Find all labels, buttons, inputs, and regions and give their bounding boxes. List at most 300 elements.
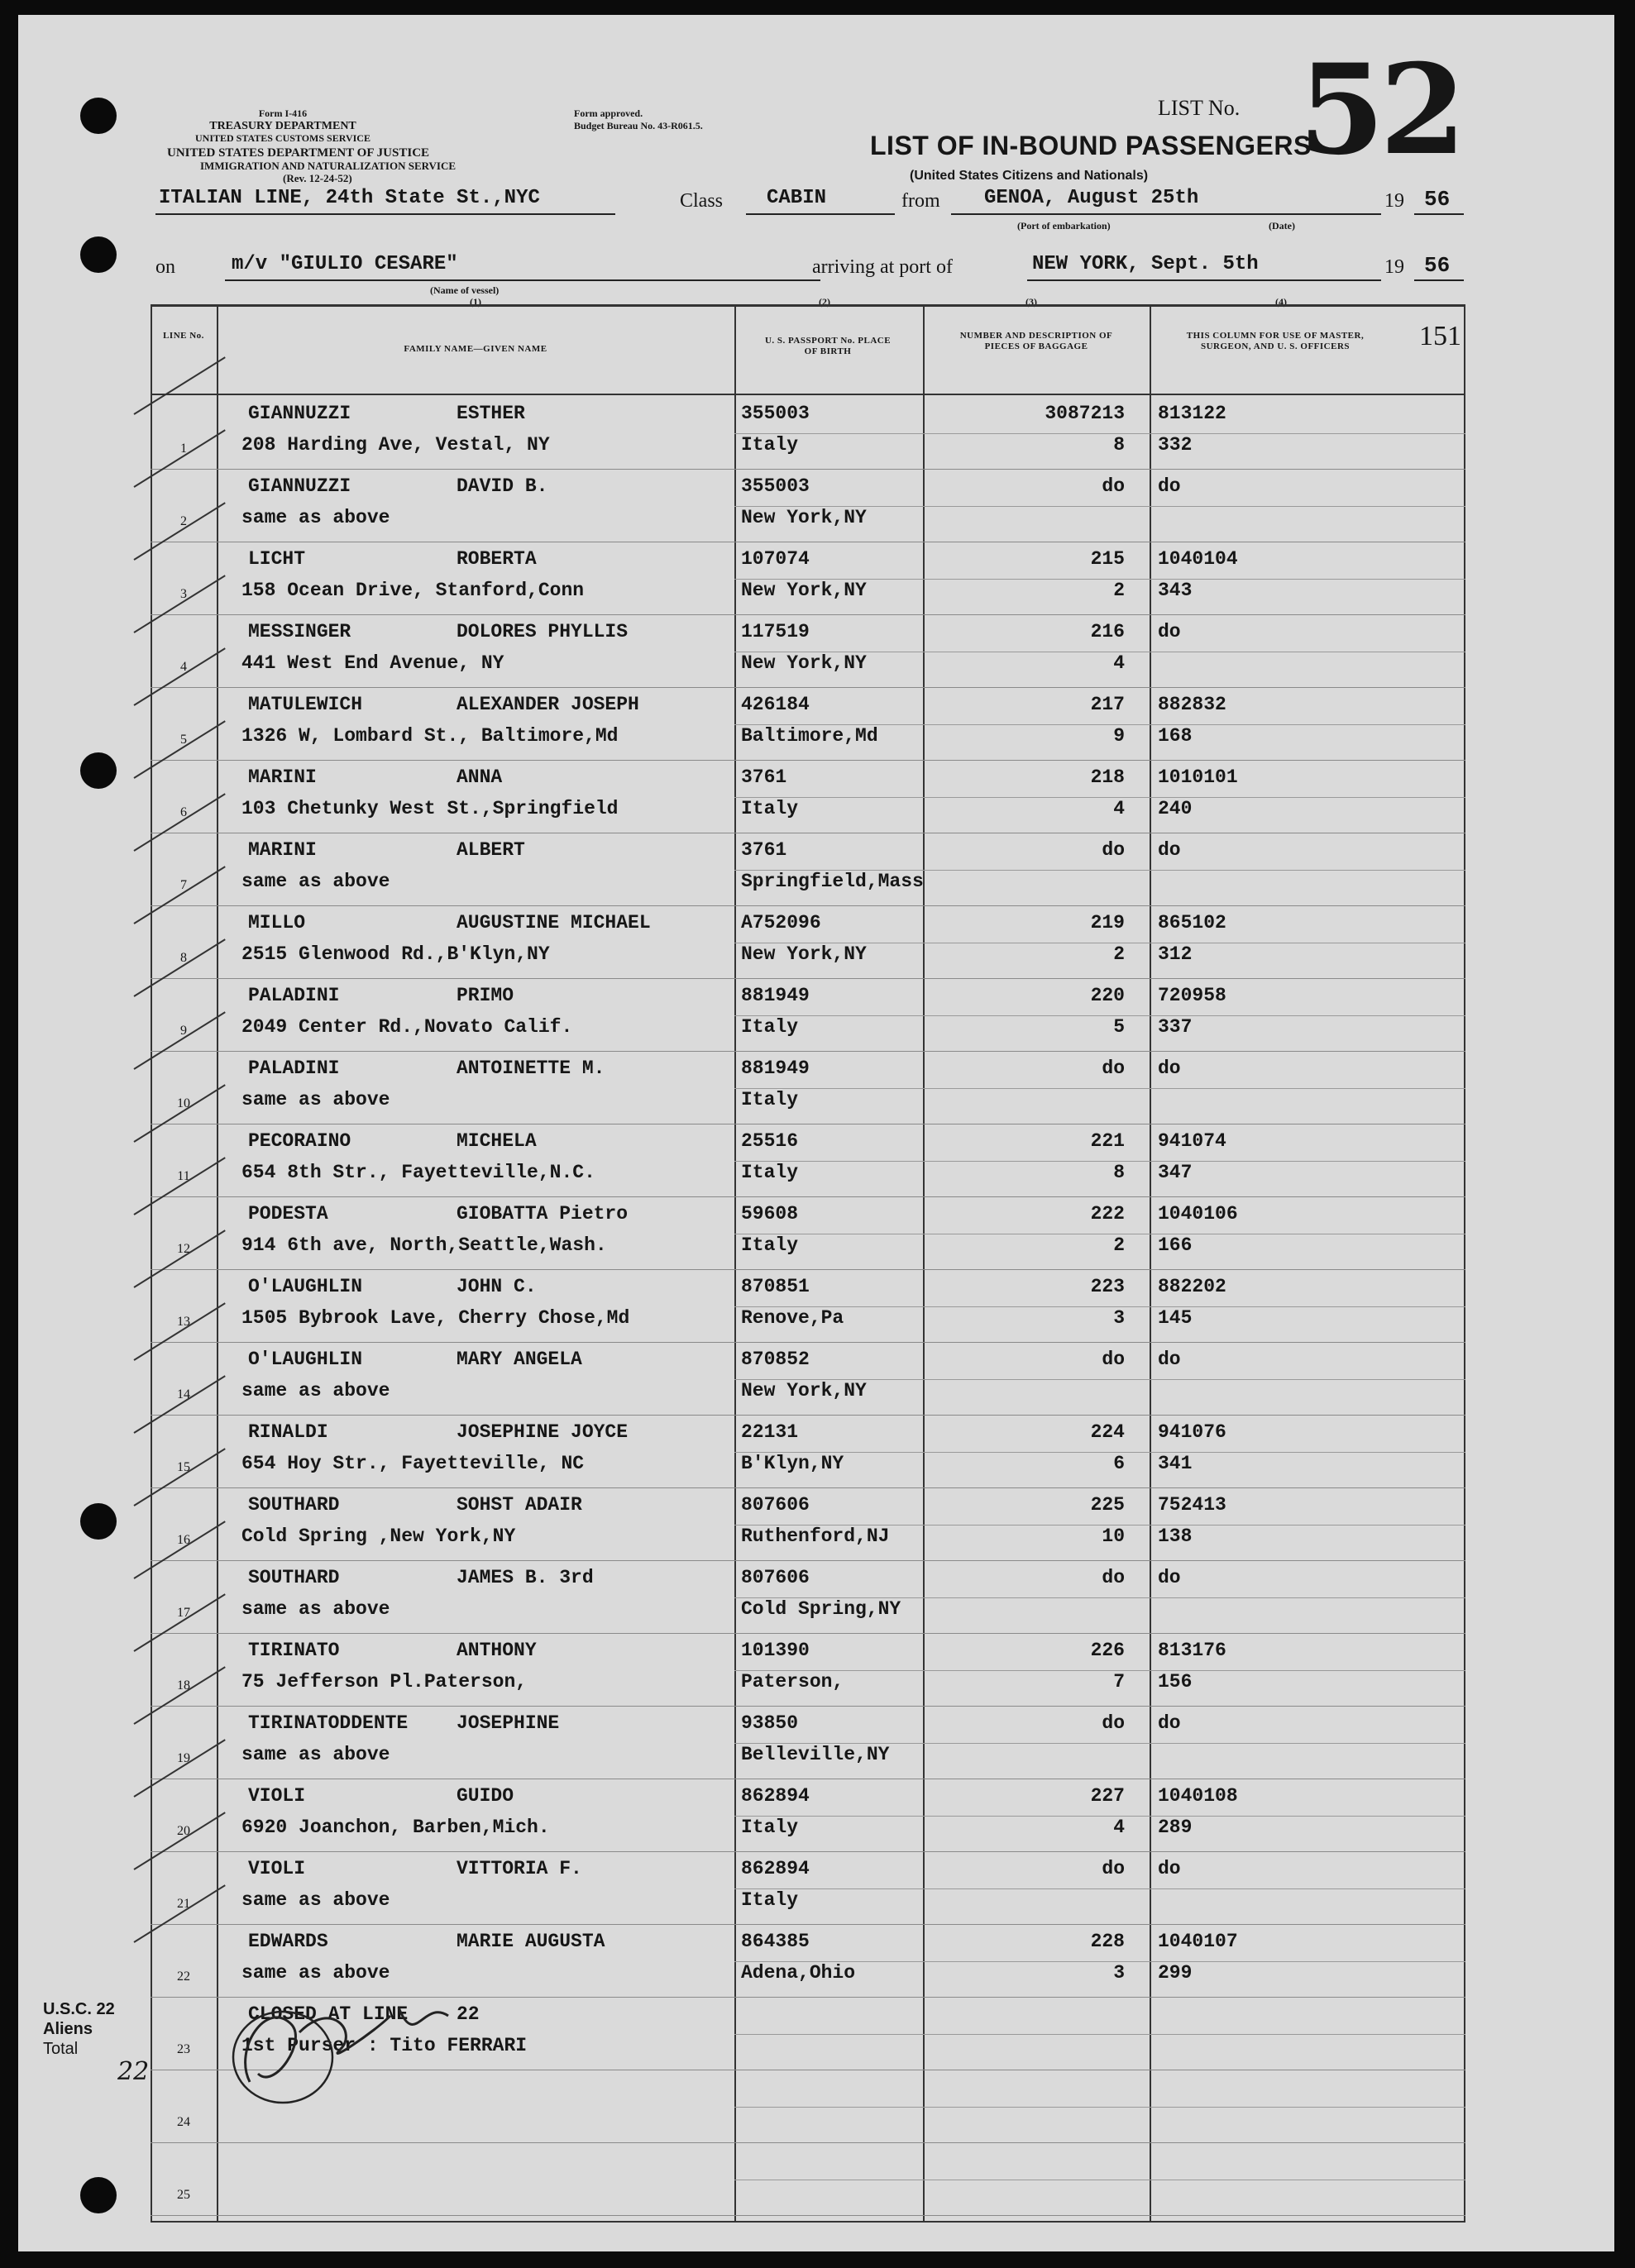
place-of-birth: Italy: [741, 434, 799, 456]
place-of-birth: Cold Spring,NY: [741, 1598, 901, 1620]
baggage-tag: 219: [1090, 912, 1125, 933]
row-subdivider: [734, 797, 1465, 798]
baggage-pieces: 4: [1113, 1817, 1125, 1838]
from-value: GENOA, August 25th: [984, 187, 1199, 209]
passport-number: 870852: [741, 1349, 810, 1370]
table-row: [151, 833, 1465, 906]
table-row: [151, 688, 1465, 761]
line-number: 1: [180, 442, 187, 456]
underline: [1414, 279, 1464, 281]
baggage-pieces: 2: [1113, 580, 1125, 601]
baggage-tag: 217: [1090, 694, 1125, 715]
place-of-birth: Belleville,NY: [741, 1744, 890, 1765]
line-number: 9: [180, 1024, 187, 1038]
baggage-tag: do: [1102, 1349, 1125, 1370]
address: 103 Chetunky West St.,Springfield: [241, 798, 619, 819]
address: 208 Harding Ave, Vestal, NY: [241, 434, 550, 456]
officer-code-2: 168: [1158, 725, 1193, 747]
family-name: O'LAUGHLIN: [248, 1276, 363, 1297]
officer-code-2: 312: [1158, 943, 1193, 965]
table-row: [151, 1124, 1465, 1197]
officer-code-2: 341: [1158, 1453, 1193, 1474]
baggage-tag: 3087213: [1045, 403, 1125, 424]
passport-number: 807606: [741, 1567, 810, 1588]
on-label: on: [155, 256, 175, 278]
dept-info: UNITED STATES DEPARTMENT OF JUSTICE IMMIGRATION AND NATURALIZATION SERVICE (Rev. 12-24-52): [167, 146, 457, 184]
punch-hole: [80, 752, 117, 789]
baggage-tag: 218: [1090, 766, 1125, 788]
passport-number: 107074: [741, 548, 810, 570]
officer-code: 941076: [1158, 1421, 1226, 1443]
baggage-pieces: 9: [1113, 725, 1125, 747]
family-name: MILLO: [248, 912, 306, 933]
passport-number: 3761: [741, 839, 787, 861]
passport-number: 101390: [741, 1640, 810, 1661]
family-name: PALADINI: [248, 985, 340, 1006]
table-row: [151, 1852, 1465, 1925]
line-number: 6: [180, 805, 187, 819]
passport-number: 862894: [741, 1785, 810, 1807]
officer-code: 865102: [1158, 912, 1226, 933]
family-name: VIOLI: [248, 1858, 306, 1879]
officer-code-2: 156: [1158, 1671, 1193, 1693]
line-number: 14: [177, 1387, 190, 1401]
officer-code: do: [1158, 621, 1181, 642]
place-of-birth: Baltimore,Md: [741, 725, 878, 747]
from-label: from: [901, 190, 940, 212]
class-value: CABIN: [767, 187, 827, 209]
punch-hole: [80, 236, 117, 273]
place-of-birth: New York,NY: [741, 507, 867, 528]
header-rule: [151, 394, 1465, 395]
family-name: SOUTHARD: [248, 1494, 340, 1516]
passport-number: 862894: [741, 1858, 810, 1879]
baggage-tag: do: [1102, 475, 1125, 497]
margin-total: 22: [117, 2057, 150, 2086]
officer-code: do: [1158, 1567, 1181, 1588]
address: same as above: [241, 1089, 390, 1110]
officer-code: do: [1158, 1058, 1181, 1079]
underline: [1027, 279, 1381, 281]
punch-hole: [80, 2177, 117, 2213]
family-name: MESSINGER: [248, 621, 351, 642]
passport-number: 881949: [741, 985, 810, 1006]
line-number: 23: [177, 2042, 190, 2056]
year-value: 56: [1424, 187, 1451, 212]
passport-number: 807606: [741, 1494, 810, 1516]
row-subdivider: [734, 1015, 1465, 1016]
class-label: Class: [680, 190, 724, 212]
row-divider: [151, 2215, 1465, 2216]
baggage-pieces: 8: [1113, 434, 1125, 456]
place-of-birth: New York,NY: [741, 943, 867, 965]
address: 2049 Center Rd.,Novato Calif.: [241, 1016, 573, 1038]
given-name: DAVID B.: [457, 475, 548, 497]
line-number: 24: [177, 2115, 190, 2129]
address: 654 Hoy Str., Fayetteville, NC: [241, 1453, 585, 1474]
family-name: O'LAUGHLIN: [248, 1349, 363, 1370]
family-name: VIOLI: [248, 1785, 306, 1807]
baggage-pieces: 2: [1113, 943, 1125, 965]
given-name: PRIMO: [457, 985, 514, 1006]
place-of-birth: Italy: [741, 1817, 799, 1838]
passport-number: 93850: [741, 1712, 799, 1734]
row-subdivider: [734, 1161, 1465, 1162]
underline: [951, 213, 1381, 215]
table-row: [151, 1052, 1465, 1124]
officer-code: do: [1158, 475, 1181, 497]
officer-code-2: 145: [1158, 1307, 1193, 1329]
place-of-birth: Adena,Ohio: [741, 1962, 856, 1984]
passport-number: 426184: [741, 694, 810, 715]
address: 441 West End Avenue, NY: [241, 652, 504, 674]
line-number: 18: [177, 1678, 190, 1693]
year-prefix: 19: [1384, 256, 1404, 278]
officer-code: do: [1158, 1858, 1181, 1879]
family-name: GIANNUZZI: [248, 403, 351, 424]
passport-number: 3761: [741, 766, 787, 788]
form-info: Form I-416 TREASURY DEPARTMENT UNITED STATES CUSTOMS SERVICE: [195, 107, 371, 144]
table-row: [151, 615, 1465, 688]
row-subdivider: [734, 1306, 1465, 1307]
baggage-tag: do: [1102, 1567, 1125, 1588]
place-of-birth: Italy: [741, 1162, 799, 1183]
officer-code: 882202: [1158, 1276, 1226, 1297]
given-name: JOSEPHINE: [457, 1712, 560, 1734]
date-caption: (Date): [1269, 220, 1295, 232]
officer-code-2: 289: [1158, 1817, 1193, 1838]
baggage-tag: 225: [1090, 1494, 1125, 1516]
address: same as above: [241, 1380, 390, 1401]
table-row: [151, 1197, 1465, 1270]
passport-number: 59608: [741, 1203, 799, 1225]
officer-code: 1040106: [1158, 1203, 1238, 1225]
baggage-tag: 216: [1090, 621, 1125, 642]
given-name: ESTHER: [457, 403, 525, 424]
officer-code: 752413: [1158, 1494, 1226, 1516]
baggage-pieces: 4: [1113, 798, 1125, 819]
baggage-pieces: 6: [1113, 1453, 1125, 1474]
table-row: [151, 979, 1465, 1052]
port-caption: (Port of embarkation): [1017, 220, 1111, 232]
passport-number: 864385: [741, 1931, 810, 1952]
line-number: 15: [177, 1460, 190, 1474]
given-name: AUGUSTINE MICHAEL: [457, 912, 651, 933]
row-subdivider: [734, 1088, 1465, 1089]
punch-hole: [80, 98, 117, 134]
family-name: LICHT: [248, 548, 306, 570]
line-number: 2: [180, 514, 187, 528]
baggage-pieces: 4: [1113, 652, 1125, 674]
line-number: 8: [180, 951, 187, 965]
table-row: [151, 906, 1465, 979]
baggage-tag: 226: [1090, 1640, 1125, 1661]
underline: [1414, 213, 1464, 215]
table-row: [151, 1343, 1465, 1416]
passport-number: 117519: [741, 621, 810, 642]
given-name: JOHN C.: [457, 1276, 537, 1297]
address: same as above: [241, 1889, 390, 1911]
baggage-tag: do: [1102, 1712, 1125, 1734]
line-number: 25: [177, 2188, 190, 2202]
line-number: 4: [180, 660, 187, 674]
margin-note: Aliens: [43, 2020, 93, 2038]
place-of-birth: Springfield,Mass: [741, 871, 924, 892]
table-row: [151, 1561, 1465, 1634]
passport-number: 355003: [741, 475, 810, 497]
given-name: GUIDO: [457, 1785, 514, 1807]
baggage-tag: 221: [1090, 1130, 1125, 1152]
baggage-tag: 224: [1090, 1421, 1125, 1443]
address: same as above: [241, 1598, 390, 1620]
row-subdivider: [734, 433, 1465, 434]
passport-number: 881949: [741, 1058, 810, 1079]
officer-code: 813176: [1158, 1640, 1226, 1661]
family-name: RINALDI: [248, 1421, 328, 1443]
place-of-birth: Italy: [741, 798, 799, 819]
family-name: TIRINATODDENTE: [248, 1712, 409, 1734]
passenger-table: [151, 304, 1465, 2223]
address: same as above: [241, 1962, 390, 1984]
family-name: CLOSED AT LINE: [248, 2003, 409, 2025]
line-number: 11: [177, 1169, 190, 1183]
officer-code-2: 337: [1158, 1016, 1193, 1038]
baggage-pieces: 3: [1113, 1962, 1125, 1984]
line-number: 13: [177, 1315, 190, 1329]
officer-code-2: 240: [1158, 798, 1193, 819]
line-number: 3: [180, 587, 187, 601]
given-name: VITTORIA F.: [457, 1858, 582, 1879]
family-name: GIANNUZZI: [248, 475, 351, 497]
given-name: MICHELA: [457, 1130, 537, 1152]
line-number: 19: [177, 1751, 190, 1765]
address: same as above: [241, 1744, 390, 1765]
place-of-birth: Paterson,: [741, 1671, 844, 1693]
family-name: SOUTHARD: [248, 1567, 340, 1588]
address: 158 Ocean Drive, Stanford,Conn: [241, 580, 585, 601]
place-of-birth: New York,NY: [741, 580, 867, 601]
punch-hole: [80, 1503, 117, 1540]
baggage-tag: 223: [1090, 1276, 1125, 1297]
place-of-birth: Renove,Pa: [741, 1307, 844, 1329]
form-approved: Form approved. Budget Bureau No. 43-R061.5.: [574, 107, 703, 131]
given-name: SOHST ADAIR: [457, 1494, 582, 1516]
officer-code: 1010101: [1158, 766, 1238, 788]
officer-code-2: 347: [1158, 1162, 1193, 1183]
col-header-officers: THIS COLUMN FOR USE OF MASTER, SURGEON, AND U. S. OFFICERS: [1186, 331, 1365, 351]
table-row: [151, 1270, 1465, 1343]
baggage-tag: 220: [1090, 985, 1125, 1006]
table-row: [151, 470, 1465, 542]
line-number: 22: [177, 1970, 190, 1984]
address: 6920 Joanchon, Barben,Mich.: [241, 1817, 550, 1838]
arrival-port: NEW YORK, Sept. 5th: [1032, 253, 1259, 275]
col-header-passport: U. S. PASSPORT No. PLACE OF BIRTH: [764, 336, 892, 356]
passport-number: 870851: [741, 1276, 810, 1297]
line-number: 21: [177, 1897, 190, 1911]
family-name: EDWARDS: [248, 1931, 328, 1952]
col-num: (4): [1275, 296, 1287, 308]
officer-code: 882832: [1158, 694, 1226, 715]
family-name: PODESTA: [248, 1203, 328, 1225]
underline: [155, 213, 615, 215]
address: Cold Spring ,New York,NY: [241, 1526, 516, 1547]
baggage-pieces: 8: [1113, 1162, 1125, 1183]
officer-code: 1040107: [1158, 1931, 1238, 1952]
baggage-tag: 227: [1090, 1785, 1125, 1807]
officer-code-2: 343: [1158, 580, 1193, 601]
address: 2515 Glenwood Rd.,B'Klyn,NY: [241, 943, 550, 965]
family-name: PECORAINO: [248, 1130, 351, 1152]
officer-code-2: 332: [1158, 434, 1193, 456]
place-of-birth: Italy: [741, 1234, 799, 1256]
passport-number: 22131: [741, 1421, 799, 1443]
page-number: 151: [1419, 321, 1461, 351]
place-of-birth: Ruthenford,NJ: [741, 1526, 890, 1547]
address: 1326 W, Lombard St., Baltimore,Md: [241, 725, 619, 747]
col-header-line: LINE No.: [163, 331, 204, 341]
given-name: ANNA: [457, 766, 503, 788]
baggage-pieces: 5: [1113, 1016, 1125, 1038]
page-subtitle: (United States Citizens and Nationals): [910, 169, 1149, 183]
table-row: [151, 1707, 1465, 1779]
list-number: 52: [1298, 37, 1461, 183]
family-name: PALADINI: [248, 1058, 340, 1079]
row-subdivider: [734, 1452, 1465, 1453]
address: 1st Purser : Tito FERRARI: [241, 2035, 528, 2056]
address: same as above: [241, 871, 390, 892]
col-num: (1): [470, 296, 481, 308]
place-of-birth: Italy: [741, 1089, 799, 1110]
table-row: [151, 1779, 1465, 1852]
given-name: 22: [457, 2003, 480, 2025]
table-row: [151, 1634, 1465, 1707]
list-no-label: LIST No.: [1158, 96, 1241, 120]
line-number: 20: [177, 1824, 190, 1838]
given-name: ANTOINETTE M.: [457, 1058, 605, 1079]
address: 914 6th ave, North,Seattle,Wash.: [241, 1234, 607, 1256]
family-name: MARINI: [248, 766, 317, 788]
officer-code: 1040108: [1158, 1785, 1238, 1807]
underline: [746, 213, 895, 215]
given-name: ALBERT: [457, 839, 525, 861]
row-subdivider: [734, 1888, 1465, 1889]
officer-code: 1040104: [1158, 548, 1238, 570]
officer-code: 720958: [1158, 985, 1226, 1006]
place-of-birth: New York,NY: [741, 652, 867, 674]
passport-number: 25516: [741, 1130, 799, 1152]
vessel-name: m/v "GIULIO CESARE": [232, 253, 458, 275]
place-of-birth: Italy: [741, 1889, 799, 1911]
given-name: ROBERTA: [457, 548, 537, 570]
officer-code-2: 166: [1158, 1234, 1193, 1256]
address: 654 8th Str., Fayetteville,N.C.: [241, 1162, 595, 1183]
table-row: [151, 397, 1465, 470]
officer-code: do: [1158, 1712, 1181, 1734]
table-row: [151, 1416, 1465, 1488]
row-subdivider: [734, 2034, 1465, 2035]
col-num: (2): [819, 296, 830, 308]
family-name: MATULEWICH: [248, 694, 363, 715]
baggage-pieces: 10: [1102, 1526, 1125, 1547]
officer-code-2: 138: [1158, 1526, 1193, 1547]
officer-code-2: 299: [1158, 1962, 1193, 1984]
given-name: ANTHONY: [457, 1640, 537, 1661]
table-row: [151, 1488, 1465, 1561]
given-name: DOLORES PHYLLIS: [457, 621, 629, 642]
row-subdivider: [734, 1816, 1465, 1817]
line-number: 7: [180, 878, 187, 892]
family-name: TIRINATO: [248, 1640, 340, 1661]
col-header-name: FAMILY NAME—GIVEN NAME: [404, 344, 547, 354]
given-name: JOSEPHINE JOYCE: [457, 1421, 629, 1443]
vessel-caption: (Name of vessel): [430, 284, 500, 296]
baggage-tag: 222: [1090, 1203, 1125, 1225]
place-of-birth: New York,NY: [741, 1380, 867, 1401]
baggage-tag: do: [1102, 1858, 1125, 1879]
address: same as above: [241, 507, 390, 528]
line-number: 17: [177, 1606, 190, 1620]
underline: [225, 279, 820, 281]
baggage-tag: do: [1102, 1058, 1125, 1079]
line-number: 16: [177, 1533, 190, 1547]
baggage-pieces: 3: [1113, 1307, 1125, 1329]
arriving-label: arriving at port of: [812, 256, 953, 278]
officer-code: do: [1158, 839, 1181, 861]
row-subdivider: [734, 2107, 1465, 2108]
row-subdivider: [734, 1670, 1465, 1671]
baggage-tag: 215: [1090, 548, 1125, 570]
baggage-tag: 228: [1090, 1931, 1125, 1952]
officer-code: 941074: [1158, 1130, 1226, 1152]
company-name: ITALIAN LINE, 24th State St.,NYC: [159, 187, 540, 209]
baggage-tag: do: [1102, 839, 1125, 861]
baggage-pieces: 2: [1113, 1234, 1125, 1256]
given-name: GIOBATTA Pietro: [457, 1203, 629, 1225]
table-row: [151, 2143, 1465, 2216]
passport-number: A752096: [741, 912, 821, 933]
given-name: JAMES B. 3rd: [457, 1567, 594, 1588]
line-number: 5: [180, 733, 187, 747]
margin-note: Total: [43, 2040, 79, 2058]
given-name: MARY ANGELA: [457, 1349, 582, 1370]
place-of-birth: Italy: [741, 1016, 799, 1038]
officer-code: do: [1158, 1349, 1181, 1370]
given-name: ALEXANDER JOSEPH: [457, 694, 639, 715]
page-title: LIST OF IN-BOUND PASSENGERS: [870, 131, 1312, 160]
table-row: [151, 542, 1465, 615]
margin-notes: [43, 1999, 115, 2059]
year-prefix: 19: [1384, 190, 1404, 212]
signature-mark: [217, 1983, 490, 2107]
line-number: 12: [177, 1242, 190, 1256]
given-name: MARIE AUGUSTA: [457, 1931, 605, 1952]
col-header-baggage: NUMBER AND DESCRIPTION OF PIECES OF BAGGAGE: [959, 331, 1113, 351]
baggage-pieces: 7: [1113, 1671, 1125, 1693]
officer-code: 813122: [1158, 403, 1226, 424]
line-number: 10: [177, 1096, 190, 1110]
manifest-page: [18, 15, 1614, 2251]
address: 1505 Bybrook Lave, Cherry Chose,Md: [241, 1307, 630, 1329]
year-value: 56: [1424, 253, 1451, 278]
col-num: (3): [1025, 296, 1037, 308]
table-row: [151, 761, 1465, 833]
passport-number: 355003: [741, 403, 810, 424]
address: 75 Jefferson Pl.Paterson,: [241, 1671, 528, 1693]
place-of-birth: B'Klyn,NY: [741, 1453, 844, 1474]
margin-note: U.S.C. 22: [43, 2000, 115, 2018]
family-name: MARINI: [248, 839, 317, 861]
